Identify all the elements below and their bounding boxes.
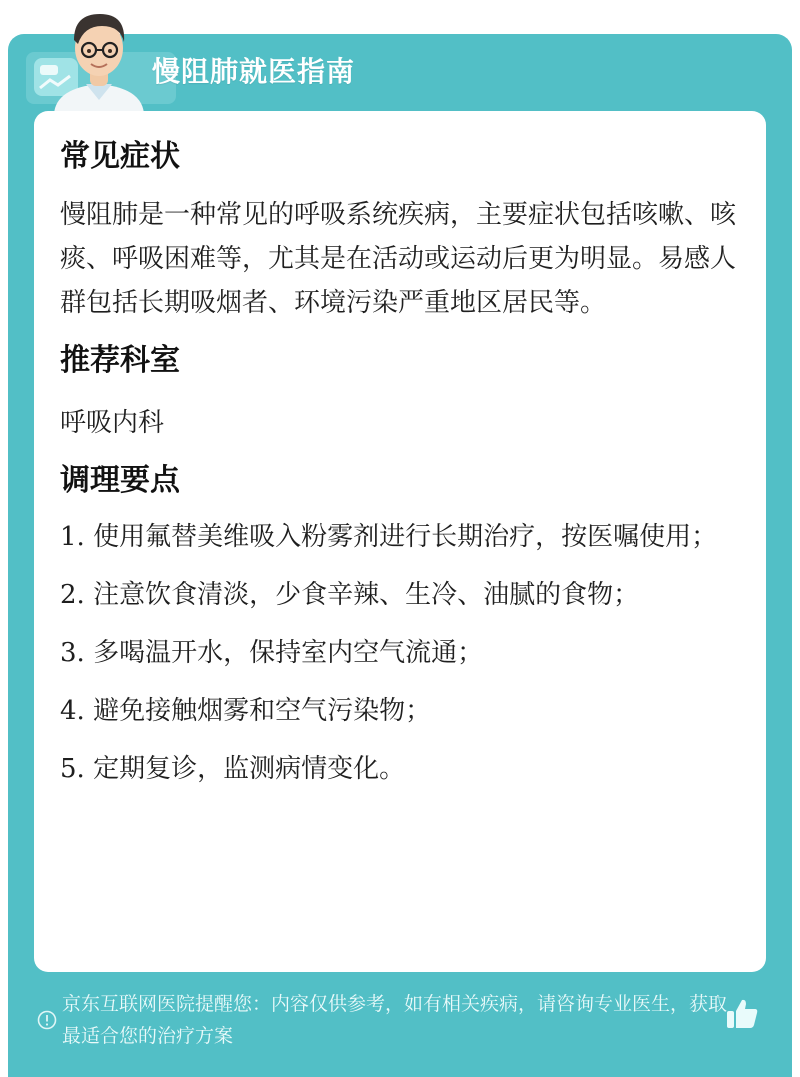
thumbs-up-icon[interactable] <box>724 996 760 1032</box>
list-item <box>60 515 740 559</box>
list-item-number: 2. <box>60 580 85 610</box>
doctor-avatar <box>44 4 154 114</box>
info-icon <box>37 1010 57 1030</box>
section-body-department: 呼吸内科 <box>60 408 165 438</box>
list-item-text: 注意饮食清淡，少食辛辣、生冷、油腻的食物； <box>84 580 640 610</box>
section-title-department: 推荐科室 <box>60 343 180 378</box>
section-title-symptoms: 常见症状 <box>60 139 180 174</box>
list-item <box>60 689 740 733</box>
list-item-text: 多喝温开水，保持室内空气流通； <box>84 638 484 668</box>
page-title: 慢阻肺就医指南 <box>152 55 356 88</box>
list-item-text: 使用氟替美维吸入粉雾剂进行长期治疗，按医嘱使用； <box>84 522 718 552</box>
footer-disclaimer: 京东互联网医院提醒您：内容仅供参考，如有相关疾病，请咨询专业医生，获取最适合您的治疗方案 <box>62 993 728 1047</box>
list-item-number: 3. <box>60 638 85 668</box>
list-item <box>60 631 740 675</box>
list-item-number: 4. <box>60 696 85 726</box>
list-item-text: 定期复诊，监测病情变化。 <box>84 754 406 784</box>
list-item <box>60 747 740 791</box>
section-title-care: 调理要点 <box>60 463 180 498</box>
list-item-number: 5. <box>60 754 85 784</box>
list-item-number: 1. <box>60 522 85 552</box>
list-item <box>60 573 740 617</box>
care-list <box>60 515 740 791</box>
list-item-text: 避免接触烟雾和空气污染物； <box>84 696 432 726</box>
section-body-symptoms: 慢阻肺是一种常见的呼吸系统疾病，主要症状包括咳嗽、咳痰、呼吸困难等，尤其是在活动或运动后更为明显。易感人群包括长期吸烟者、环境污染严重地区居民等。 <box>60 200 737 318</box>
content-card <box>34 111 766 972</box>
